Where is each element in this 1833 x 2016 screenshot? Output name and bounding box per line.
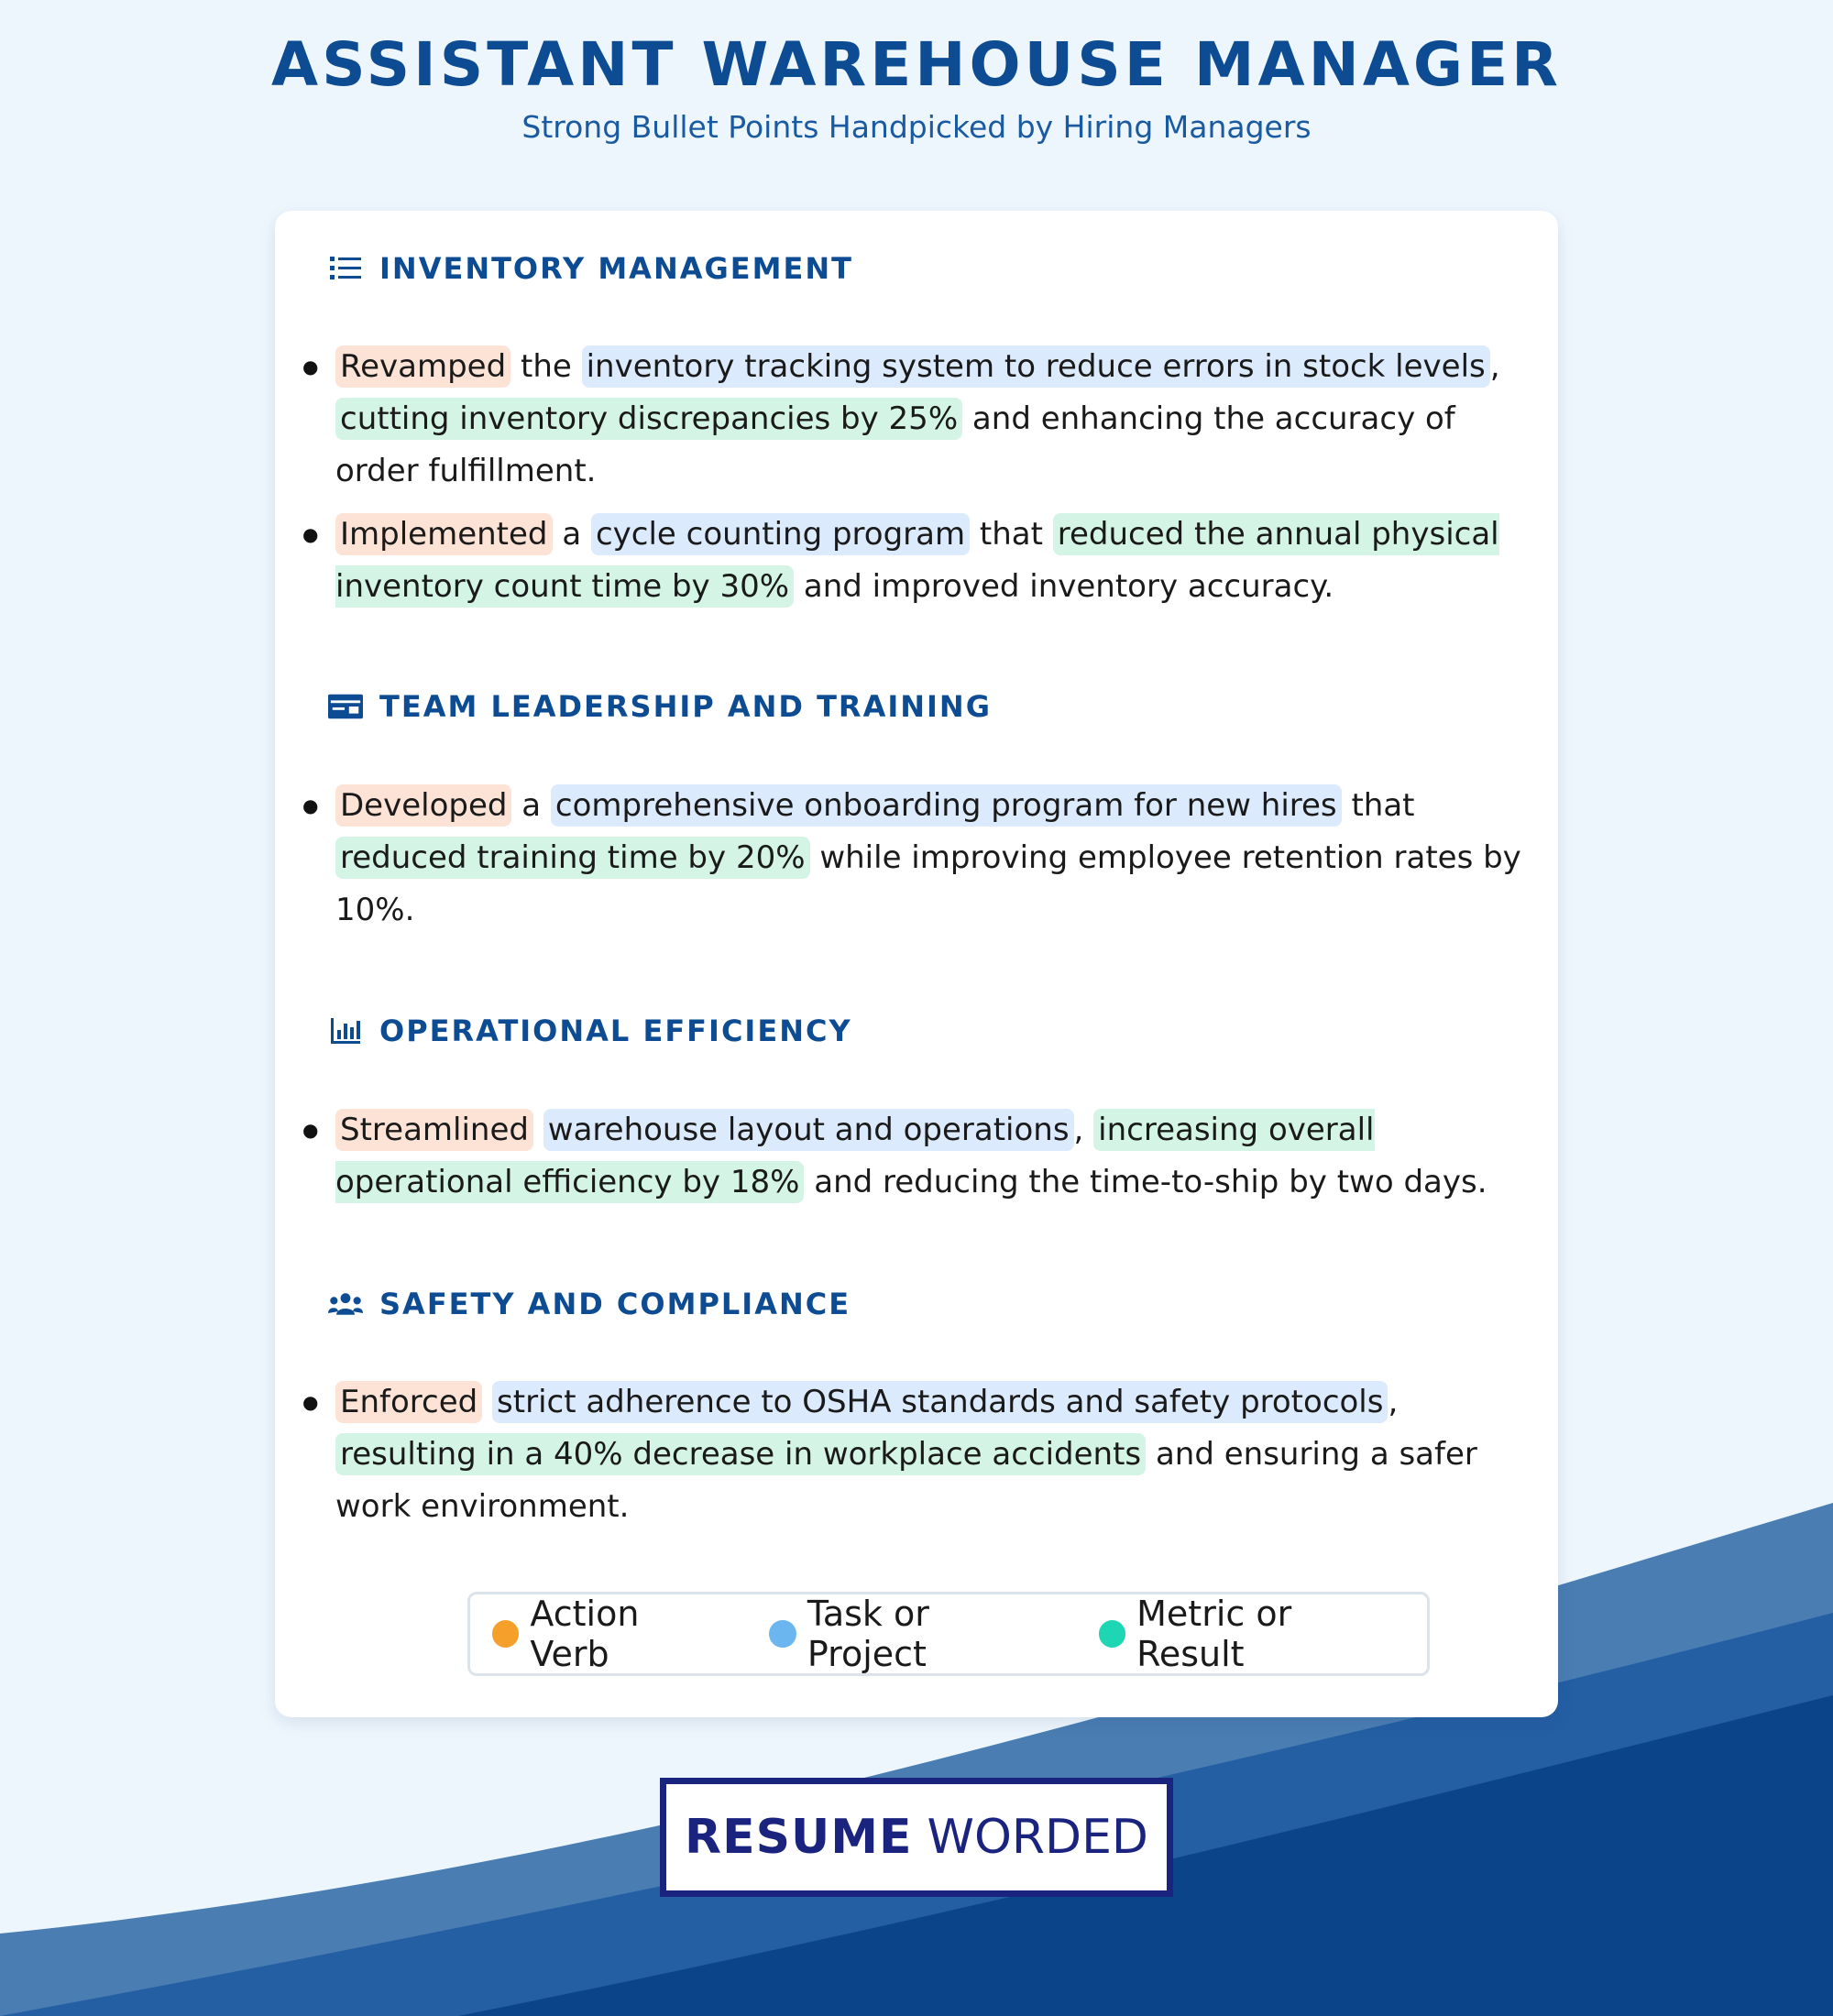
legend-label: Metric or Result [1136,1594,1292,1674]
bullet-text: that [1341,787,1415,824]
bullet-points-card [275,211,1558,1717]
bullet-text: while improving employee retention rates by 10%. [335,839,1521,928]
legend-item-action-verb [492,1594,725,1674]
task-highlight: warehouse layout and operations [543,1109,1074,1151]
bullet-text: a [552,516,591,553]
page-subtitle: Strong Bullet Points Handpicked by Hiring Managers [521,109,1312,145]
users-icon [328,1287,363,1321]
page-header [0,29,1833,145]
action-verb-dot-icon [492,1620,519,1648]
task-highlight: inventory tracking system to reduce errors in stock levels [582,345,1490,388]
action-verb-highlight: Revamped [335,345,510,388]
section-header-efficiency [328,1013,852,1048]
bullet-text [533,1112,543,1148]
metric-highlight: reduced the annual physical inventory count time by 30% [335,513,1499,608]
task-highlight: comprehensive onboarding program for new hires [551,784,1342,827]
section-title: SAFETY AND COMPLIANCE [379,1287,851,1321]
legend-label: Task or Project [807,1594,929,1674]
section-title: OPERATIONAL EFFICIENCY [379,1013,852,1048]
id-card-icon [328,689,363,724]
legend-label: Action Verb [530,1594,640,1674]
bullet-item [302,780,1531,937]
bullet-list-inventory [302,341,1531,624]
bar-chart-icon [328,1013,363,1048]
bullet-text [482,1384,492,1420]
bullet-list-leadership [302,780,1531,948]
bullet-text: , [1388,1384,1399,1420]
section-header-safety [328,1287,851,1321]
bullet-text: the [510,348,582,385]
metric-highlight: increasing overall operational efficiency by 18% [335,1109,1375,1203]
bullet-item [302,1104,1531,1209]
metric-dot-icon [1099,1620,1125,1648]
bullet-text: that [970,516,1053,553]
bullet-list-safety [302,1376,1531,1544]
metric-highlight: cutting inventory discrepancies by 25% [335,398,962,440]
task-highlight: cycle counting program [591,513,970,555]
action-verb-highlight: Enforced [335,1381,482,1423]
bullet-text: and enhancing the accuracy of order fulfillment. [335,400,1455,489]
metric-highlight: resulting in a 40% decrease in workplace accidents [335,1433,1146,1475]
section-header-leadership [328,689,992,724]
section-header-inventory [328,251,853,286]
bullet-text: , [1489,348,1500,385]
logo-regular-text: WORDED [927,1810,1148,1865]
metric-highlight: reduced training time by 20% [335,837,810,879]
bullet-item [302,1376,1531,1533]
section-title: TEAM LEADERSHIP AND TRAINING [379,689,992,724]
bullet-text: , [1073,1112,1094,1148]
resume-worded-logo[interactable] [660,1778,1173,1897]
task-dot-icon [769,1620,796,1648]
section-title: INVENTORY MANAGEMENT [379,251,853,286]
task-highlight: strict adherence to OSHA standards and safety protocols [492,1381,1388,1423]
bullet-text: and reducing the time-to-ship by two days. [804,1164,1487,1200]
legend [467,1592,1430,1676]
bullet-item [302,509,1531,613]
action-verb-highlight: Streamlined [335,1109,533,1151]
page-title: ASSISTANT WAREHOUSE MANAGER [271,29,1562,100]
action-verb-highlight: Implemented [335,513,553,555]
bullet-item [302,341,1531,498]
bullet-text: and ensuring a safer work environment. [335,1436,1477,1525]
bullet-text: and improved inventory accuracy. [794,568,1334,605]
legend-item-task [769,1594,1054,1674]
logo-bold-text: RESUME [685,1810,913,1865]
bullet-list-efficiency [302,1104,1531,1220]
action-verb-highlight: Developed [335,784,511,827]
bullet-text: a [511,787,551,824]
list-icon [328,251,363,286]
legend-item-metric [1099,1594,1405,1674]
